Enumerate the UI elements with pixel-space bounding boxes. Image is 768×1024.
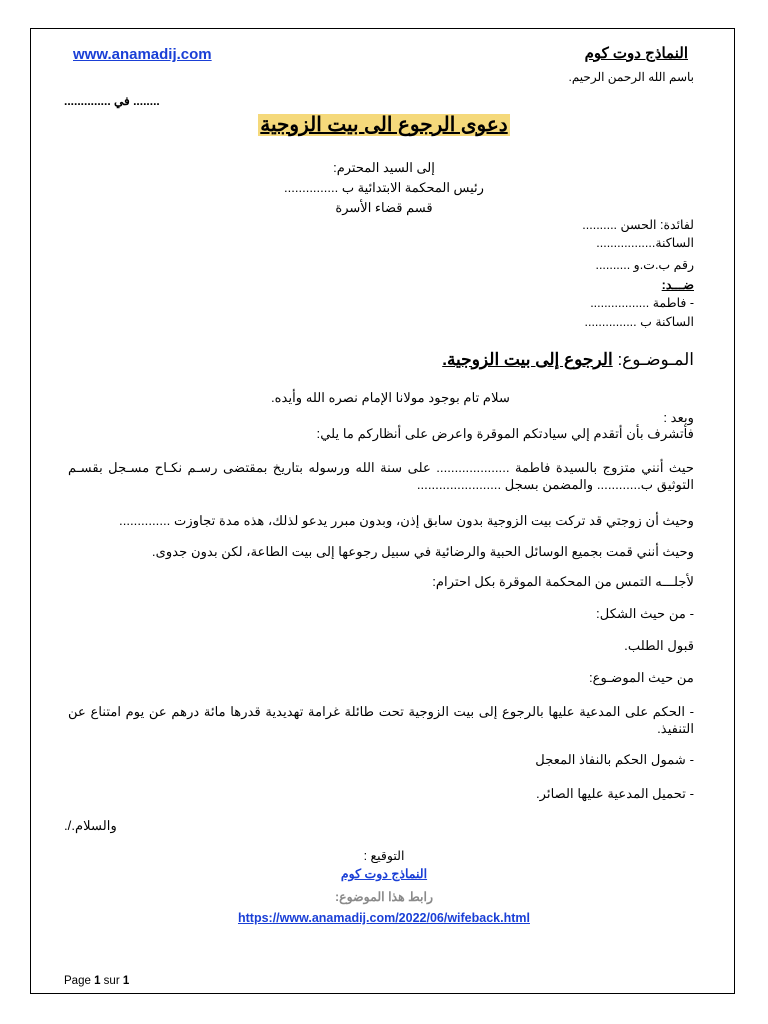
closing: والسلام./. — [64, 818, 117, 833]
form-value: قبول الطلب. — [624, 638, 694, 653]
footer-sur-word: sur — [103, 975, 120, 987]
page-footer — [64, 975, 129, 987]
footer-page-total: 1 — [122, 975, 130, 987]
topic-link-label: رابط هذا الموضوع: — [334, 890, 434, 904]
addressee-line-1: إلى السيد المحترم: — [333, 160, 435, 175]
signature-name-link[interactable]: النماذج دوت كوم — [340, 867, 428, 881]
signature-label: التوقيع : — [363, 849, 405, 863]
paragraph-attempts: وحيث أنني قمت بجميع الوسائل الحبية والرضائية في سبيل رجوعها إلى بيت الطاعة، لكن بدون جدوى. — [151, 544, 694, 559]
subject-line — [442, 350, 694, 370]
defendant-name: - فاطمة ................. — [590, 296, 694, 310]
paragraph-left-home: وحيث أن زوجتي قد تركت بيت الزوجية بدون سابق إذن، وبدون مبرر يدعو لذلك، هذه مدة تجاوزت .............. — [119, 513, 694, 528]
place-date: ........ في .............. — [64, 94, 160, 108]
request-costs: - تحميل المدعية عليها الصائر. — [535, 786, 694, 801]
footer-page-word: Page — [64, 975, 91, 987]
document-title — [0, 112, 768, 137]
addressee-block — [0, 158, 768, 218]
plaintiff-name: لفائدة: الحسن .......... — [582, 218, 694, 232]
request-intro: لأجلـــه التمس من المحكمة الموقرة بكل احترام: — [432, 574, 694, 589]
plaintiff-id-number: رقم ب.ت.و .......... — [595, 258, 694, 272]
document-title-text: دعوى الرجوع الى بيت الزوجية — [260, 114, 508, 136]
intro-text: فأتشرف بأن أتقدم إلي سيادتكم الموقرة واعرض على أنظاركم ما يلي: — [316, 426, 694, 441]
after-greeting: وبعد : — [663, 410, 694, 425]
plaintiff-residence: الساكنة................. — [596, 236, 694, 250]
against-label: ضـــد: — [661, 278, 694, 292]
paragraph-marriage: حيث أنني متزوج بالسيدة فاطمة .................... على سنة الله ورسوله بتاريخ بمقتضى رسـم نكـاح مسـجل بقسـم التوثيق ب............ والمضمن بسجل ....................... — [68, 460, 694, 492]
topic-url-link[interactable]: https://www.anamadij.com/2022/06/wifeback.html — [238, 911, 530, 925]
request-immediate-execution: - شمول الحكم بالنفاذ المعجل — [535, 752, 694, 767]
footer-page-number: 1 — [94, 975, 101, 987]
defendant-residence: الساكنة ب ............... — [584, 315, 694, 329]
subject-value: الرجوع إلى بيت الزوجية. — [442, 350, 613, 369]
site-name-header[interactable]: النماذج دوت كوم — [584, 45, 688, 62]
substance-label: من حيث الموضـوع: — [588, 670, 694, 685]
basmala: باسم الله الرحمن الرحيم. — [568, 70, 694, 84]
addressee-line-3: قسم قضاء الأسرة — [335, 200, 433, 215]
addressee-line-2: رئيس المحكمة الابتدائية ب ............... — [284, 180, 484, 195]
greeting: سلام تام بوجود مولانا الإمام نصره الله وأيده. — [270, 390, 510, 405]
form-label: - من حيث الشكل: — [596, 606, 694, 621]
site-url-link[interactable]: www.anamadij.com — [73, 46, 212, 63]
request-return-home: - الحكم على المدعية عليها بالرجوع إلى بيت الزوجية تحت طائلة غرامة تهديدية قدرها مائة درهم عن يوم امتناع عن التنفيذ. — [68, 704, 694, 736]
subject-label: المـوضـوع: — [617, 350, 694, 369]
